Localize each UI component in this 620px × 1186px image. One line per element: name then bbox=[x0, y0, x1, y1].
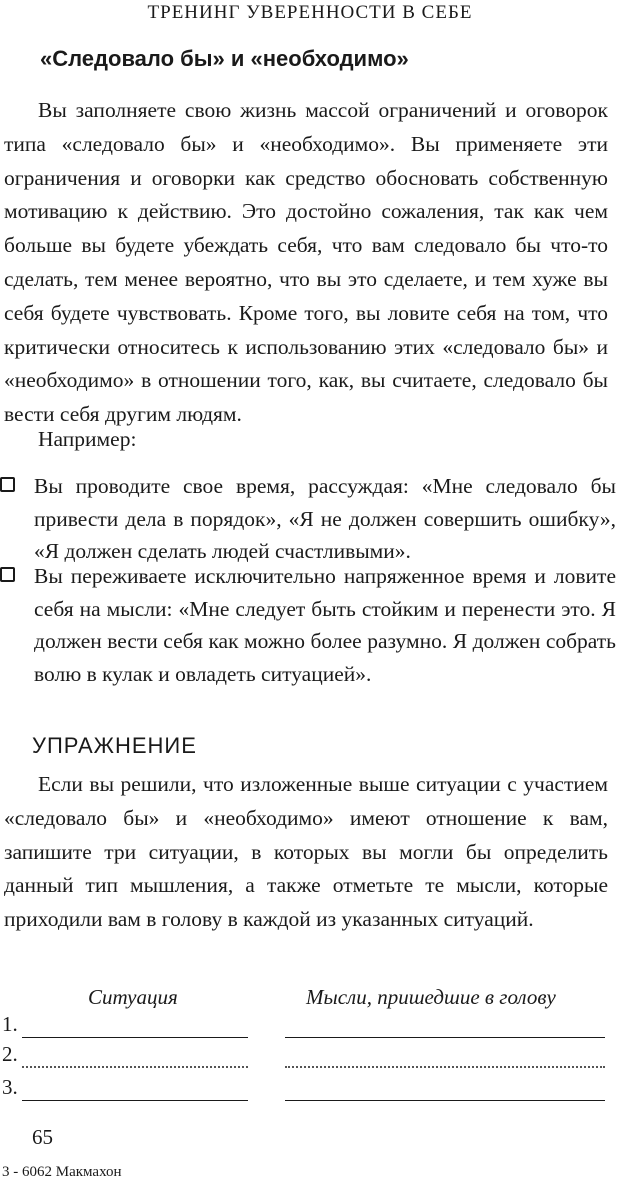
paragraph-exercise: Если вы решили, что изложенные выше ситуации с участием «следовало бы» и «необходимо» имеют отношение к вам, запишите три ситуации, в которых вы могли бы определить данный тип мышления, а также отметьте те мысли, которые приходили вам в голову в каждой из указанных ситуаций. bbox=[4, 772, 608, 932]
list-item-text: Вы переживаете исключительно напряженное время и ловите себя на мысли: «Мне следует быть стойким и перенести это. Я должен вести себя как можно более разумно. Я должен собрать волю в кулак и овладеть ситуацией». bbox=[34, 564, 616, 686]
printer-signature-mark: 3 - 6062 Макмахон bbox=[2, 1164, 122, 1180]
checkbox-bullet-icon bbox=[0, 567, 15, 582]
list-item-text: Вы проводите свое время, рассуждая: «Мне следовало бы привести дела в порядок», «Я не должен совершить ошибку», «Я должен сделать людей счастливыми». bbox=[34, 474, 616, 563]
example-label: Например: bbox=[38, 427, 137, 451]
row-number: 1. bbox=[2, 1012, 18, 1036]
row-number: 3. bbox=[2, 1075, 18, 1099]
thoughts-blank-line[interactable] bbox=[285, 1100, 605, 1101]
situation-blank-line[interactable] bbox=[22, 1100, 248, 1101]
checkbox-bullet-icon bbox=[0, 477, 15, 492]
thoughts-blank-line[interactable] bbox=[285, 1037, 605, 1038]
paragraph-intro: Вы заполняете свою жизнь массой ограничений и оговорок типа «следовало бы» и «необходимо». Вы применяете эти ограничения и оговорки как средство обосновать собственную мотивацию к действию. Это достойно сожаления, так как чем больше вы будете убеждать себя, что вам следовало бы что-то сделать, тем менее вероятно, что вы это сделаете, и тем хуже вы себя будете чувствовать. Кроме того, вы ловите себя на том, что критически относитесь к использованию этих «следовало бы» и «необходимо» в отношении того, как, вы считаете, следовало бы вести себя другим людям. bbox=[4, 98, 608, 427]
table-row bbox=[0, 1012, 620, 1042]
column-header-thoughts: Мысли, пришедшие в голову bbox=[306, 985, 556, 1009]
section-heading: «Следовало бы» и «необходимо» bbox=[40, 46, 409, 71]
situation-blank-line[interactable] bbox=[22, 1037, 248, 1038]
column-header-situation: Ситуация bbox=[88, 985, 178, 1009]
exercise-heading: УПРАЖНЕНИЕ bbox=[32, 733, 197, 758]
running-head: ТРЕНИНГ УВЕРЕННОСТИ В СЕБЕ bbox=[147, 2, 473, 23]
situation-blank-line[interactable] bbox=[22, 1066, 248, 1068]
thoughts-blank-line[interactable] bbox=[285, 1066, 605, 1068]
table-row bbox=[0, 1075, 620, 1105]
row-number: 2. bbox=[2, 1042, 18, 1066]
table-row bbox=[0, 1042, 620, 1072]
page-number: 65 bbox=[32, 1125, 53, 1149]
